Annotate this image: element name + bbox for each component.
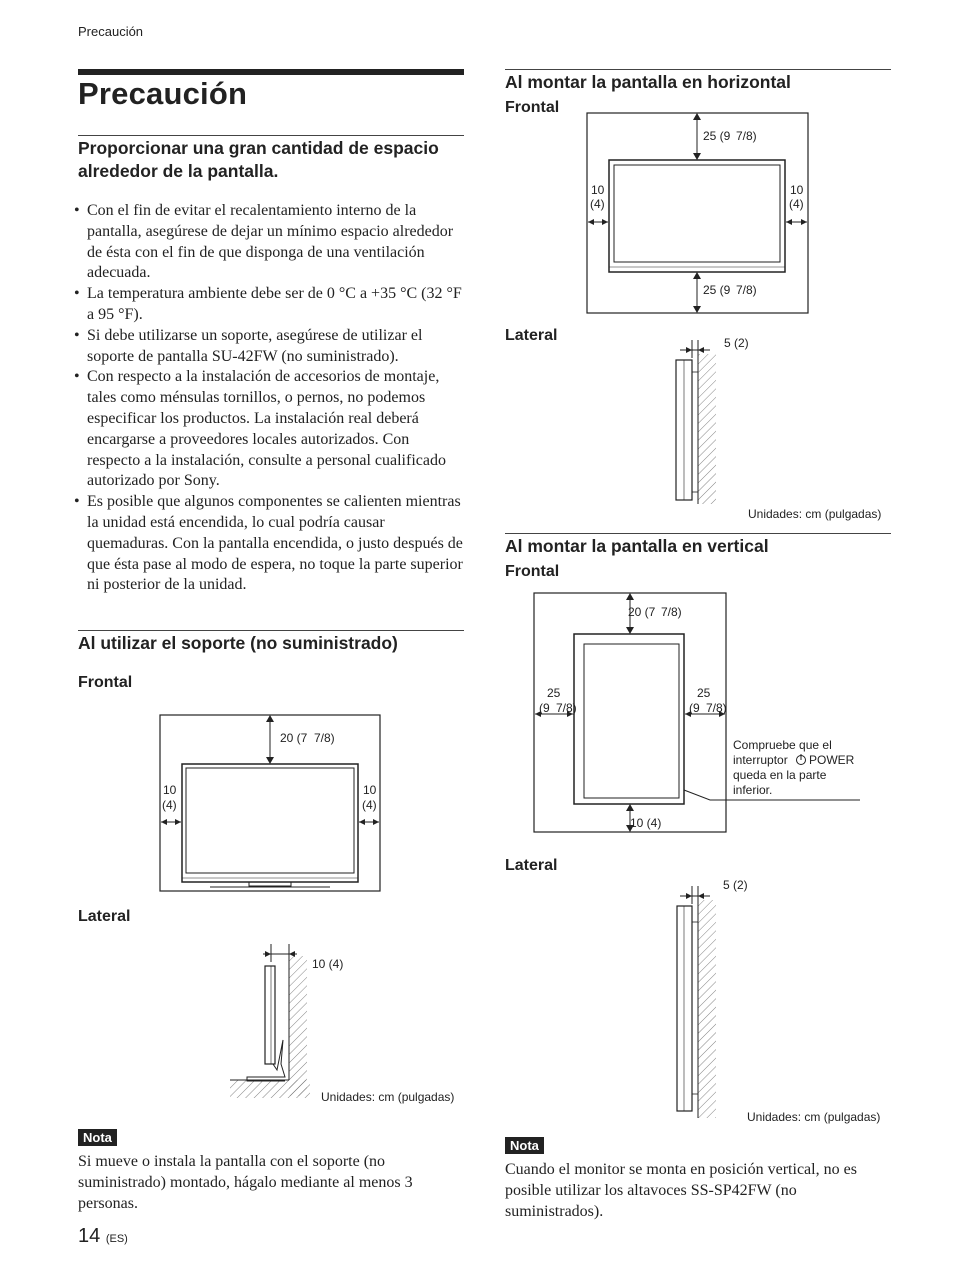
horizontal-heading: Al montar la pantalla en horizontal	[505, 72, 791, 92]
svg-text:7/8): 7/8)	[736, 283, 757, 297]
vertical-left-gap-label: 25	[547, 686, 561, 700]
svg-text:(9: (9	[689, 701, 700, 715]
stand-left-gap-label: 10	[163, 783, 177, 797]
horizontal-bottom-gap-label: 25 (9	[703, 283, 731, 297]
horizontal-top-gap-label: 25 (9	[703, 129, 731, 143]
power-callout: Compruebe que el	[733, 738, 832, 752]
vertical-frontal-label: Frontal	[505, 563, 560, 580]
stand-top-gap-label: 20 (7	[280, 731, 308, 745]
vertical-units-label: Unidades: cm (pulgadas)	[747, 1110, 881, 1124]
stand-lateral-gap-label: 10 (4)	[312, 957, 344, 971]
section-heading-space: Proporcionar una gran cantidad de espacio alrededor de la pantalla.	[78, 138, 439, 181]
svg-text:(4): (4)	[162, 798, 177, 812]
precaution-list	[78, 201, 464, 596]
svg-text:queda en la parte: queda en la parte	[733, 768, 827, 782]
vertical-lateral-label: Lateral	[505, 857, 558, 874]
svg-text:interruptor: interruptor	[733, 753, 788, 767]
section-rule	[78, 135, 464, 136]
list-item: • Con el fin de evitar el recalentamiento interno de la pantalla, asegúrese de dejar un mínimo espacio alrededor de ésta con el fin de que disponga de una ventilación adecuada.	[78, 201, 464, 284]
power-icon	[797, 754, 806, 765]
list-item: • Si debe utilizarse un soporte, asegúrese de utilizar el soporte de pantalla SU-42FW (no suministrado).	[78, 326, 464, 368]
section-rule	[505, 69, 891, 70]
svg-text:(4): (4)	[789, 197, 804, 211]
svg-text:7/8): 7/8)	[706, 701, 727, 715]
running-head: Precaución	[78, 24, 144, 39]
vertical-frontal-diagram	[530, 590, 870, 835]
svg-text:7/8): 7/8)	[736, 129, 757, 143]
page-number: 14 (ES)	[78, 1225, 128, 1247]
vertical-right-gap-label: 25	[697, 686, 711, 700]
list-item: • La temperatura ambiente debe ser de 0 °C a +35 °C (32 °F a 95 °F).	[78, 284, 464, 326]
horizontal-right-gap-label: 10	[790, 183, 804, 197]
section-rule	[505, 533, 891, 534]
vertical-lateral-gap-label: 5 (2)	[723, 878, 748, 892]
horizontal-units-label: Unidades: cm (pulgadas)	[748, 507, 882, 521]
svg-text:7/8): 7/8)	[556, 701, 577, 715]
stand-lateral-diagram	[225, 940, 465, 1105]
svg-text:7/8): 7/8)	[314, 731, 335, 745]
horizontal-frontal-label: Frontal	[505, 99, 560, 116]
title-rule	[78, 69, 464, 75]
horizontal-lateral-diagram	[660, 334, 760, 509]
list-item: • Con respecto a la instalación de accesorios de montaje, tales como ménsulas tornillos, o pernos, no podemos especificar los productos. La instalación real deberá encargarse a proveedores locales autorizados. Con respecto a la instalación, consulte a personal cualificado autorizado por Sony.	[78, 367, 464, 492]
horizontal-lateral-gap-label: 5 (2)	[724, 336, 749, 350]
vertical-top-gap-label: 20 (7	[628, 605, 656, 619]
vertical-heading: Al montar la pantalla en vertical	[505, 536, 769, 556]
svg-text:7/8): 7/8)	[661, 605, 682, 619]
svg-text:POWER: POWER	[809, 753, 855, 767]
svg-text:(9: (9	[539, 701, 550, 715]
svg-text:(4): (4)	[362, 798, 377, 812]
stand-frontal-label: Frontal	[78, 674, 133, 691]
stand-units-label: Unidades: cm (pulgadas)	[321, 1090, 455, 1104]
vertical-lateral-diagram	[660, 876, 760, 1121]
page-title: Precaución	[78, 76, 248, 111]
section-rule	[78, 630, 464, 631]
stand-frontal-diagram	[155, 712, 385, 894]
svg-text:inferior.: inferior.	[733, 783, 773, 797]
stand-lateral-label: Lateral	[78, 908, 131, 925]
nota-badge: Nota	[78, 1129, 117, 1147]
horizontal-lateral-label: Lateral	[505, 327, 558, 344]
horizontal-left-gap-label: 10	[591, 183, 605, 197]
nota-badge: Nota	[505, 1137, 544, 1155]
vertical-bottom-gap-label: 10 (4)	[630, 816, 662, 830]
nota-text: Si mueve o instala la pantalla con el soporte (no suministrado) montado, hágalo mediante al menos 3 personas.	[78, 1153, 413, 1212]
nota-text: Cuando el monitor se monta en posición vertical, no es posible utilizar los altavoces SS-SP42FW (no suministrados).	[505, 1161, 857, 1220]
stand-right-gap-label: 10	[363, 783, 377, 797]
svg-text:(4): (4)	[590, 197, 605, 211]
horizontal-frontal-diagram	[583, 110, 813, 316]
stand-heading: Al utilizar el soporte (no suministrado)	[78, 633, 398, 653]
list-item: • Es posible que algunos componentes se calienten mientras la unidad está encendida, lo cual podría causar quemaduras. Con la pantalla encendida, o justo después de que ésta pase al modo de espera, no toque la parte superior ni posterior de la unidad.	[78, 492, 464, 596]
